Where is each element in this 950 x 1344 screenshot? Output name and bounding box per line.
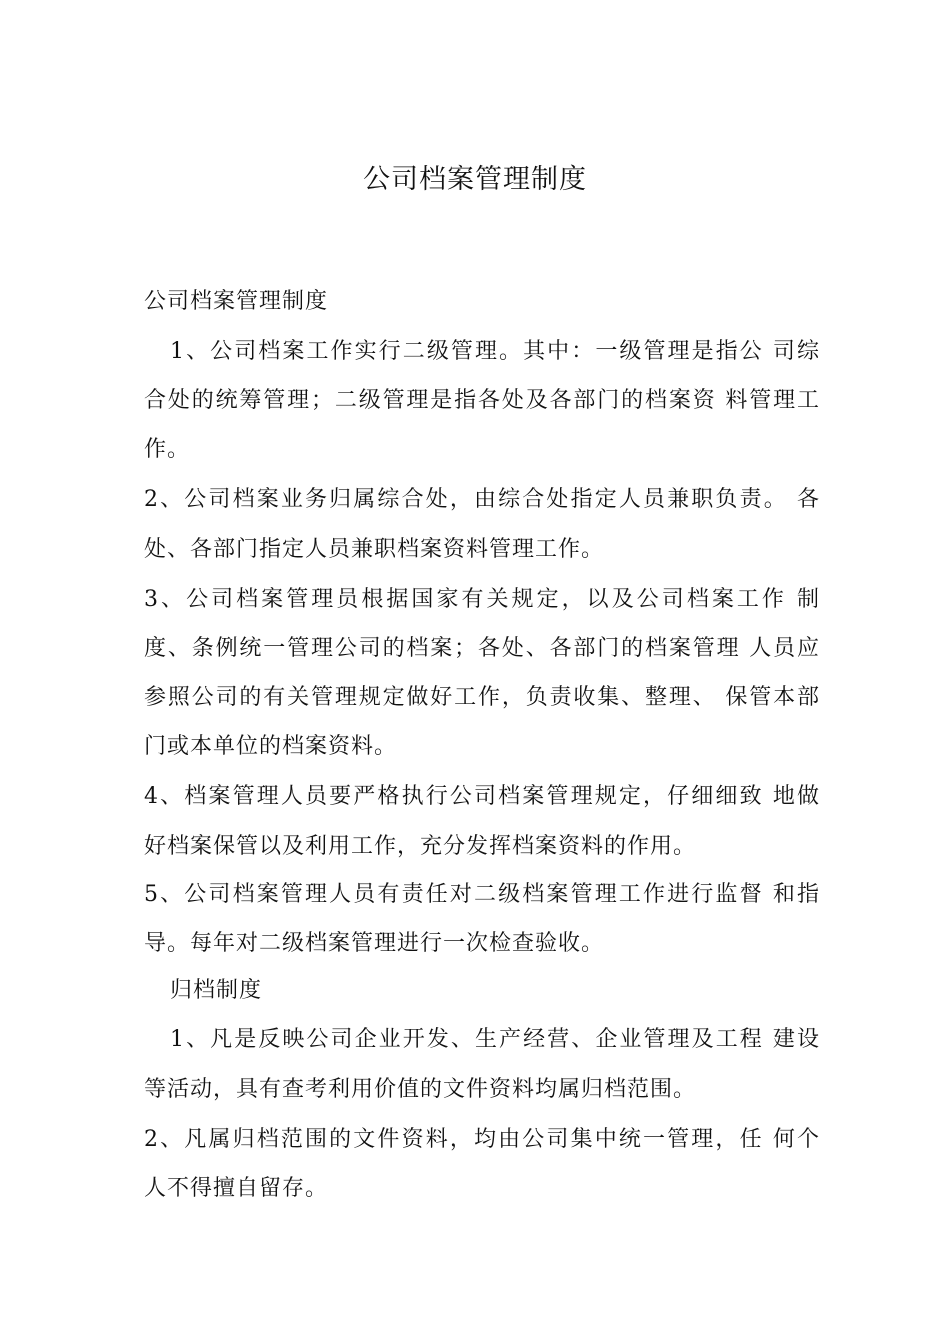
paragraph-line: 度、条例统一管理公司的档案；各处、各部门的档案管理 人员应: [144, 636, 820, 661]
paragraph-line: 合处的统筹管理；二级管理是指各处及各部门的档案资 料管理工: [144, 388, 820, 413]
paragraph-line: 参照公司的有关管理规定做好工作，负责收集、整理、 保管本部: [144, 685, 820, 710]
paragraph-line: 3、公司档案管理员根据国家有关规定，以及公司档案工作 制: [144, 587, 820, 612]
paragraph-line: 门或本单位的档案资料。: [144, 734, 398, 759]
paragraph-line: 5、公司档案管理人员有责任对二级档案管理工作进行监督 和指: [144, 882, 820, 907]
paragraph-line: 4、档案管理人员要严格执行公司档案管理规定，仔细细致 地做: [144, 784, 820, 809]
paragraph-line: 好档案保管以及利用工作，充分发挥档案资料的作用。: [144, 834, 697, 859]
section-heading: 归档制度: [170, 978, 263, 1003]
paragraph-line: 等活动，具有查考利用价值的文件资料均属归档范围。: [144, 1077, 697, 1102]
paragraph-line: 1、凡是反映公司企业开发、生产经营、企业管理及工程 建设: [170, 1027, 820, 1052]
paragraph-line: 2、凡属归档范围的文件资料，均由公司集中统一管理，任 何个: [144, 1127, 820, 1152]
page-title: 公司档案管理制度: [363, 164, 587, 195]
paragraph-line: 人不得擅自留存。: [144, 1176, 329, 1201]
paragraph-line: 导。每年对二级档案管理进行一次检查验收。: [144, 931, 605, 956]
paragraph-line: 处、各部门指定人员兼职档案资料管理工作。: [144, 537, 605, 562]
paragraph-line: 作。: [144, 437, 191, 462]
paragraph-line: 1、公司档案工作实行二级管理。其中：一级管理是指公 司综: [170, 339, 820, 364]
paragraph-line: 2、公司档案业务归属综合处，由综合处指定人员兼职负责。 各: [144, 487, 820, 512]
section-heading: 公司档案管理制度: [144, 289, 329, 314]
